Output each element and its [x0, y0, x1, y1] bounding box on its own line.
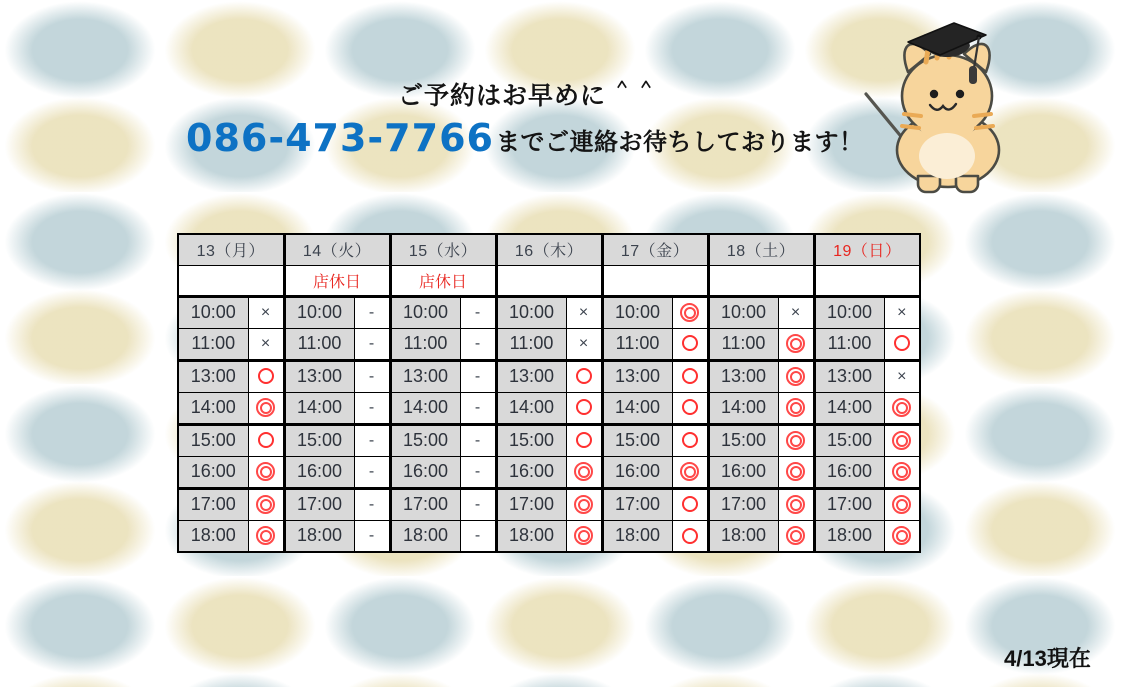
availability-cell — [566, 488, 602, 520]
available-double-circle-icon — [256, 462, 275, 481]
phone-message: までご連絡お待ちしております！ — [495, 128, 864, 156]
time-cell: 13:00 — [178, 360, 248, 392]
availability-cell — [248, 456, 284, 488]
availability-cell: × — [884, 296, 920, 328]
time-cell: 14:00 — [390, 392, 460, 424]
availability-cell: - — [460, 488, 496, 520]
time-row — [178, 296, 920, 328]
available-double-circle-icon — [574, 495, 593, 514]
time-cell: 17:00 — [178, 488, 248, 520]
availability-cell: - — [354, 296, 390, 328]
time-cell: 18:00 — [390, 520, 460, 552]
time-cell: 15:00 — [284, 424, 354, 456]
availability-cell — [778, 520, 814, 552]
availability-cell: × — [248, 296, 284, 328]
available-circle-icon — [258, 432, 274, 448]
time-cell: 14:00 — [602, 392, 672, 424]
availability-cell — [672, 488, 708, 520]
day-header-row — [178, 234, 920, 265]
time-cell: 11:00 — [178, 328, 248, 360]
time-cell: 10:00 — [814, 296, 884, 328]
time-cell: 16:00 — [602, 456, 672, 488]
day-header: 14（火） — [284, 234, 390, 265]
time-cell: 16:00 — [814, 456, 884, 488]
time-cell: 18:00 — [284, 520, 354, 552]
time-cell: 11:00 — [284, 328, 354, 360]
availability-cell: × — [884, 360, 920, 392]
available-double-circle-icon — [786, 431, 805, 450]
availability-cell: - — [460, 456, 496, 488]
available-double-circle-icon — [786, 398, 805, 417]
time-cell: 18:00 — [708, 520, 778, 552]
time-cell: 10:00 — [284, 296, 354, 328]
time-cell: 10:00 — [496, 296, 566, 328]
time-cell: 15:00 — [496, 424, 566, 456]
time-cell: 17:00 — [602, 488, 672, 520]
availability-cell — [248, 488, 284, 520]
time-cell: 13:00 — [814, 360, 884, 392]
available-circle-icon — [682, 399, 698, 415]
time-cell: 14:00 — [496, 392, 566, 424]
available-circle-icon — [576, 432, 592, 448]
availability-cell: - — [460, 520, 496, 552]
holiday-cell: 店休日 — [284, 265, 390, 296]
time-cell: 11:00 — [602, 328, 672, 360]
availability-cell — [248, 360, 284, 392]
time-cell: 10:00 — [178, 296, 248, 328]
day-header: 17（金） — [602, 234, 708, 265]
availability-cell — [566, 424, 602, 456]
available-double-circle-icon — [680, 303, 699, 322]
day-header: 16（木） — [496, 234, 602, 265]
day-header: 15（水） — [390, 234, 496, 265]
phone-line — [186, 118, 863, 160]
availability-cell: - — [354, 360, 390, 392]
availability-cell: - — [460, 328, 496, 360]
availability-cell: - — [354, 392, 390, 424]
as-of-date: 4/13現在 — [1004, 646, 1091, 671]
time-cell: 17:00 — [284, 488, 354, 520]
availability-cell: - — [460, 392, 496, 424]
cat-belly — [919, 133, 975, 179]
availability-cell — [566, 392, 602, 424]
availability-cell — [778, 360, 814, 392]
holiday-cell — [602, 265, 708, 296]
day-header: 19（日） — [814, 234, 920, 265]
availability-cell — [566, 520, 602, 552]
available-double-circle-icon — [786, 526, 805, 545]
phone-number: 086-473-7766 — [186, 116, 494, 160]
available-double-circle-icon — [892, 495, 911, 514]
time-cell: 15:00 — [178, 424, 248, 456]
available-circle-icon — [682, 335, 698, 351]
time-cell: 18:00 — [496, 520, 566, 552]
available-double-circle-icon — [256, 495, 275, 514]
availability-cell — [672, 328, 708, 360]
time-cell: 14:00 — [708, 392, 778, 424]
availability-cell — [884, 456, 920, 488]
holiday-row — [178, 265, 920, 296]
time-cell: 11:00 — [496, 328, 566, 360]
available-double-circle-icon — [680, 462, 699, 481]
time-row — [178, 520, 920, 552]
graduate-cat-illustration — [858, 8, 1042, 200]
availability-cell — [778, 456, 814, 488]
availability-cell — [778, 392, 814, 424]
time-row — [178, 360, 920, 392]
page-title — [398, 76, 660, 112]
available-circle-icon — [894, 335, 910, 351]
schedule-table — [177, 233, 921, 553]
pointer-stick — [866, 94, 904, 140]
time-cell: 10:00 — [602, 296, 672, 328]
availability-cell — [672, 424, 708, 456]
available-circle-icon — [682, 528, 698, 544]
holiday-cell — [496, 265, 602, 296]
availability-cell: - — [354, 520, 390, 552]
holiday-cell — [814, 265, 920, 296]
time-cell: 13:00 — [390, 360, 460, 392]
available-double-circle-icon — [256, 398, 275, 417]
availability-cell: × — [778, 296, 814, 328]
time-cell: 14:00 — [178, 392, 248, 424]
time-row — [178, 392, 920, 424]
time-cell: 16:00 — [496, 456, 566, 488]
day-header: 13（月） — [178, 234, 284, 265]
available-double-circle-icon — [256, 526, 275, 545]
available-circle-icon — [576, 399, 592, 415]
availability-cell — [884, 488, 920, 520]
day-header: 18（土） — [708, 234, 814, 265]
availability-cell: - — [460, 296, 496, 328]
title-emoticon: ＾＾ — [612, 75, 661, 97]
availability-cell — [672, 392, 708, 424]
available-double-circle-icon — [786, 495, 805, 514]
available-double-circle-icon — [786, 367, 805, 386]
availability-cell — [884, 424, 920, 456]
availability-cell — [248, 392, 284, 424]
availability-cell — [566, 456, 602, 488]
availability-cell: - — [354, 488, 390, 520]
availability-cell: × — [248, 328, 284, 360]
availability-cell — [778, 488, 814, 520]
time-row — [178, 488, 920, 520]
holiday-cell: 店休日 — [390, 265, 496, 296]
availability-cell: × — [566, 296, 602, 328]
time-row — [178, 328, 920, 360]
time-cell: 13:00 — [602, 360, 672, 392]
availability-cell — [672, 520, 708, 552]
availability-cell: - — [354, 328, 390, 360]
time-cell: 15:00 — [814, 424, 884, 456]
availability-cell: - — [460, 424, 496, 456]
available-circle-icon — [682, 368, 698, 384]
availability-cell — [672, 296, 708, 328]
available-circle-icon — [682, 432, 698, 448]
availability-cell — [566, 360, 602, 392]
time-row — [178, 424, 920, 456]
available-double-circle-icon — [892, 398, 911, 417]
time-cell: 15:00 — [390, 424, 460, 456]
time-cell: 13:00 — [284, 360, 354, 392]
availability-cell — [778, 328, 814, 360]
availability-cell — [884, 392, 920, 424]
time-cell: 16:00 — [390, 456, 460, 488]
time-cell: 15:00 — [602, 424, 672, 456]
time-cell: 18:00 — [814, 520, 884, 552]
time-cell: 10:00 — [390, 296, 460, 328]
holiday-cell — [178, 265, 284, 296]
availability-cell: - — [354, 456, 390, 488]
title-text: ご予約はお早めに — [398, 82, 607, 110]
time-cell: 13:00 — [708, 360, 778, 392]
time-cell: 11:00 — [390, 328, 460, 360]
available-circle-icon — [682, 496, 698, 512]
time-row — [178, 456, 920, 488]
time-cell: 15:00 — [708, 424, 778, 456]
time-cell: 16:00 — [708, 456, 778, 488]
time-cell: 14:00 — [284, 392, 354, 424]
time-cell: 17:00 — [814, 488, 884, 520]
available-double-circle-icon — [574, 462, 593, 481]
available-double-circle-icon — [574, 526, 593, 545]
time-cell: 11:00 — [814, 328, 884, 360]
availability-cell — [248, 424, 284, 456]
time-cell: 14:00 — [814, 392, 884, 424]
time-cell: 18:00 — [178, 520, 248, 552]
available-double-circle-icon — [892, 431, 911, 450]
availability-cell: × — [566, 328, 602, 360]
time-cell: 17:00 — [496, 488, 566, 520]
time-cell: 17:00 — [708, 488, 778, 520]
availability-cell — [672, 456, 708, 488]
available-double-circle-icon — [892, 462, 911, 481]
time-cell: 10:00 — [708, 296, 778, 328]
time-cell: 11:00 — [708, 328, 778, 360]
available-circle-icon — [258, 368, 274, 384]
availability-cell — [672, 360, 708, 392]
available-circle-icon — [576, 368, 592, 384]
availability-cell: - — [460, 360, 496, 392]
holiday-cell — [708, 265, 814, 296]
availability-cell — [884, 520, 920, 552]
availability-cell — [884, 328, 920, 360]
availability-cell — [778, 424, 814, 456]
time-cell: 13:00 — [496, 360, 566, 392]
time-cell: 17:00 — [390, 488, 460, 520]
time-cell: 18:00 — [602, 520, 672, 552]
time-cell: 16:00 — [178, 456, 248, 488]
time-cell: 16:00 — [284, 456, 354, 488]
available-double-circle-icon — [786, 334, 805, 353]
availability-cell: - — [354, 424, 390, 456]
available-double-circle-icon — [892, 526, 911, 545]
available-double-circle-icon — [786, 462, 805, 481]
availability-cell — [248, 520, 284, 552]
